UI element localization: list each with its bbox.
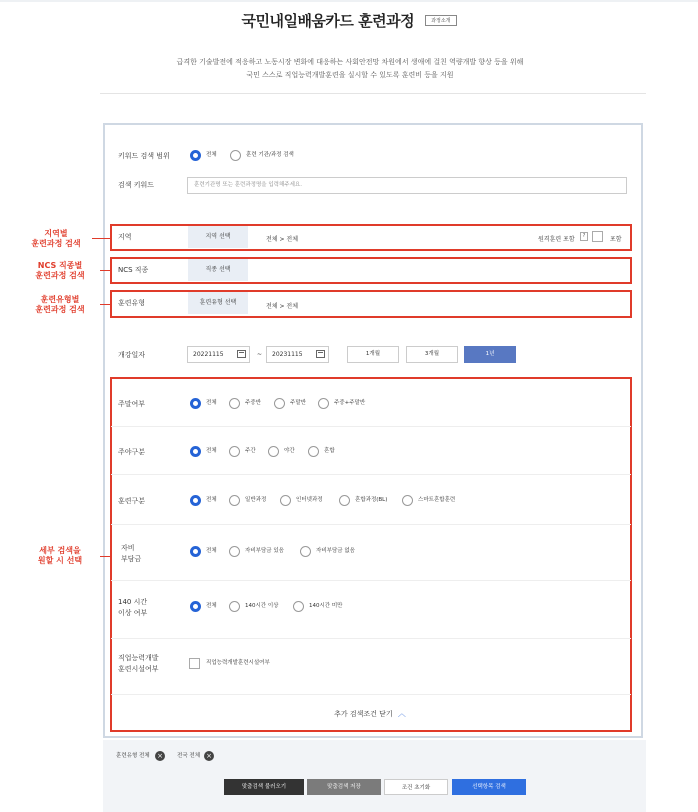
period-3-month-button[interactable]: 3개월 xyxy=(406,346,458,363)
annotation-ncs-line1: NCS 직종별 xyxy=(37,261,83,270)
calendar-icon[interactable] xyxy=(237,350,246,358)
help-icon[interactable]: ? xyxy=(580,232,588,241)
weekend-option-both: 주중+주말반 xyxy=(334,400,366,406)
weekend-radio-both[interactable] xyxy=(318,398,329,409)
training-type-label: 훈련유형 xyxy=(118,299,146,307)
title-area xyxy=(0,10,698,31)
hours140-option-under: 140시간 미만 xyxy=(309,603,343,609)
annotation-ncs-line2: 훈련과정 검색 xyxy=(35,271,85,280)
annotation-region-line1: 지역별 xyxy=(44,229,68,238)
region-value: 전체 > 전체 xyxy=(266,236,299,243)
weekend-option-weekday: 주중반 xyxy=(245,400,261,406)
daynight-radio-all[interactable] xyxy=(190,446,201,457)
annotation-region xyxy=(20,229,92,249)
region-label: 지역 xyxy=(118,233,132,241)
filter-tag-type: 훈련유형 전체 xyxy=(116,753,150,759)
self-pay-option-no: 자비부담금 없음 xyxy=(316,548,355,554)
hours140-radio-under[interactable] xyxy=(293,601,304,612)
page-description xyxy=(100,56,600,82)
keyword-scope-option-all: 전체 xyxy=(206,152,217,158)
daynight-radio-night[interactable] xyxy=(268,446,279,457)
remote-include-label: 포함 xyxy=(610,236,622,243)
weekend-option-weekend: 주말반 xyxy=(290,400,306,406)
region-select-button[interactable]: 지역 선택 xyxy=(188,226,248,248)
daynight-radio-mixed[interactable] xyxy=(308,446,319,457)
category-radio-all[interactable] xyxy=(190,495,201,506)
category-label: 훈련구분 xyxy=(118,497,146,505)
annotation-type xyxy=(20,295,100,315)
annotation-type-line1: 훈련유형별 xyxy=(40,295,80,304)
category-radio-smart[interactable] xyxy=(402,495,413,506)
description-line-2: 국민 스스로 직업능력개발훈련을 실시할 수 있도록 훈련비 등을 지원 xyxy=(246,71,454,79)
row-divider xyxy=(111,580,631,581)
top-divider xyxy=(0,0,698,2)
keyword-scope-radio-org[interactable] xyxy=(230,150,241,161)
collapse-conditions-button[interactable] xyxy=(300,708,440,719)
course-intro-badge[interactable]: 과정소개 xyxy=(425,15,456,26)
self-pay-option-all: 전체 xyxy=(206,548,217,554)
daynight-option-night: 야간 xyxy=(284,448,295,454)
keyword-label: 검색 키워드 xyxy=(118,181,155,189)
start-date-value: 20221115 xyxy=(193,351,224,358)
end-date-value: 20231115 xyxy=(272,351,303,358)
category-radio-internet[interactable] xyxy=(280,495,291,506)
category-radio-blended[interactable] xyxy=(339,495,350,506)
category-option-smart: 스마트혼합훈련 xyxy=(418,497,456,503)
ncs-select-button[interactable]: 직종 선택 xyxy=(188,259,248,281)
annotation-connector xyxy=(100,304,110,305)
facility-checkbox[interactable] xyxy=(189,658,200,669)
hours140-radio-all[interactable] xyxy=(190,601,201,612)
chevron-up-icon: ︿ xyxy=(397,709,406,718)
self-pay-label-line2: 부담금 xyxy=(121,555,142,563)
weekend-radio-weekend[interactable] xyxy=(274,398,285,409)
keyword-scope-option-org: 훈련 기관/과정 검색 xyxy=(246,152,294,158)
close-icon[interactable]: × xyxy=(204,751,214,761)
hours140-label-line2: 이상 여부 xyxy=(118,609,148,617)
row-divider xyxy=(111,694,631,695)
training-type-value: 전체 > 전체 xyxy=(266,303,299,310)
collapse-conditions-label: 추가 검색조건 닫기 xyxy=(334,710,393,718)
self-pay-label-line1: 자비 xyxy=(121,544,135,552)
self-pay-option-yes: 자비부담금 있음 xyxy=(245,548,284,554)
annotation-ncs xyxy=(20,261,100,281)
category-option-all: 전체 xyxy=(206,497,217,503)
calendar-icon[interactable] xyxy=(316,350,325,358)
annotation-connector xyxy=(100,270,110,271)
load-saved-search-button[interactable]: 맞춤검색 불러오기 xyxy=(224,779,304,795)
hours140-label xyxy=(118,597,147,619)
remote-include-checkbox[interactable] xyxy=(592,231,603,242)
period-1-year-button[interactable]: 1년 xyxy=(464,346,516,363)
header-divider xyxy=(100,93,646,94)
category-radio-general[interactable] xyxy=(229,495,240,506)
category-option-general: 일반과정 xyxy=(245,497,267,503)
daynight-label: 주야구분 xyxy=(118,448,146,456)
row-divider xyxy=(111,524,631,525)
self-pay-radio-yes[interactable] xyxy=(229,546,240,557)
facility-checkbox-label: 직업능력개발훈련시설여부 xyxy=(206,660,270,666)
weekend-option-all: 전체 xyxy=(206,400,217,406)
description-line-1: 급격한 기술발전에 적응하고 노동시장 변화에 대응하는 사회안전망 차원에서 생애에 걸친 역량개발 향상 등을 위해 xyxy=(176,58,524,66)
daynight-option-day: 주간 xyxy=(245,448,256,454)
period-1-month-button[interactable]: 1개월 xyxy=(347,346,399,363)
facility-label-line2: 훈련시설여부 xyxy=(118,665,159,673)
annotation-type-line2: 훈련과정 검색 xyxy=(35,305,85,314)
weekend-radio-all[interactable] xyxy=(190,398,201,409)
date-separator: ~ xyxy=(257,351,263,358)
category-option-blended: 혼합과정(BL) xyxy=(355,497,388,503)
close-icon[interactable]: × xyxy=(155,751,165,761)
keyword-scope-radio-all[interactable] xyxy=(190,150,201,161)
hours140-option-over: 140시간 이상 xyxy=(245,603,279,609)
annotation-detail xyxy=(20,546,100,566)
remote-training-label: 원격훈련 포함 xyxy=(538,236,575,243)
hours140-label-line1: 140 시간 xyxy=(118,598,148,606)
ncs-label: NCS 직종 xyxy=(118,266,149,274)
keyword-input[interactable]: 훈련기관명 또는 훈련과정명을 입력해주세요. xyxy=(187,177,627,194)
daynight-radio-day[interactable] xyxy=(229,446,240,457)
save-search-button[interactable]: 맞춤검색 저장 xyxy=(307,779,381,795)
training-type-select-button[interactable]: 훈련유형 선택 xyxy=(188,292,248,314)
annotation-detail-line2: 원할 시 선택 xyxy=(37,556,83,565)
self-pay-radio-all[interactable] xyxy=(190,546,201,557)
row-divider xyxy=(111,426,631,427)
daynight-option-all: 전체 xyxy=(206,448,217,454)
hours140-radio-over[interactable] xyxy=(229,601,240,612)
row-divider xyxy=(111,638,631,639)
page-title: 국민내일배움카드 훈련과정 xyxy=(241,12,415,30)
annotation-box-detail xyxy=(110,377,632,732)
open-date-label: 개강일자 xyxy=(118,351,146,359)
reset-conditions-button[interactable]: 조건 초기화 xyxy=(384,779,448,795)
self-pay-label xyxy=(121,543,141,565)
hours140-option-all: 전체 xyxy=(206,603,217,609)
category-option-internet: 인터넷과정 xyxy=(296,497,323,503)
annotation-region-line2: 훈련과정 검색 xyxy=(31,239,81,248)
annotation-connector xyxy=(100,556,110,557)
weekend-label: 주말여부 xyxy=(118,400,146,408)
daynight-option-mixed: 혼합 xyxy=(324,448,335,454)
keyword-scope-label: 키워드 검색 범위 xyxy=(118,152,170,160)
annotation-detail-line1: 세부 검색을 xyxy=(39,546,81,555)
weekend-radio-weekday[interactable] xyxy=(229,398,240,409)
facility-label-line1: 직업능력개발 xyxy=(118,654,159,662)
filter-tag-region: 전국 전체 xyxy=(177,753,201,759)
row-divider xyxy=(111,474,631,475)
facility-label xyxy=(118,653,159,675)
self-pay-radio-no[interactable] xyxy=(300,546,311,557)
search-selected-button[interactable]: 선택항목 검색 xyxy=(452,779,526,795)
annotation-connector xyxy=(92,238,110,239)
